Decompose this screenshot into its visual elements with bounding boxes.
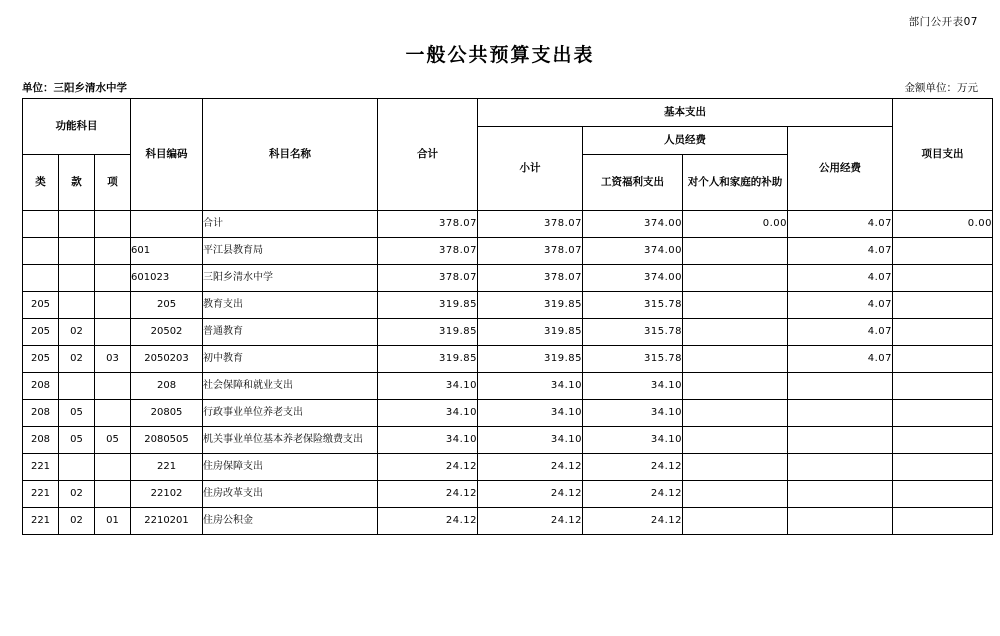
cell-xiang	[95, 454, 131, 481]
cell-kuan: 05	[59, 400, 95, 427]
amount-unit-label: 金额单位：万元	[904, 82, 978, 94]
cell-subtotal: 34.10	[478, 400, 583, 427]
cell-code: 20805	[131, 400, 203, 427]
cell-code: 22102	[131, 481, 203, 508]
cell-lei: 208	[23, 427, 59, 454]
header-subject-code: 科目编码	[131, 99, 203, 211]
budget-table	[22, 98, 993, 535]
cell-project	[893, 292, 993, 319]
cell-lei	[23, 238, 59, 265]
cell-subtotal: 34.10	[478, 427, 583, 454]
cell-public: 4.07	[788, 211, 893, 238]
cell-xiang	[95, 238, 131, 265]
table-row	[23, 238, 993, 265]
cell-name: 住房保障支出	[203, 454, 378, 481]
cell-kuan: 02	[59, 481, 95, 508]
cell-subtotal: 24.12	[478, 481, 583, 508]
cell-subsidy	[683, 319, 788, 346]
cell-lei	[23, 211, 59, 238]
cell-salary: 24.12	[583, 481, 683, 508]
cell-name: 普通教育	[203, 319, 378, 346]
cell-xiang: 03	[95, 346, 131, 373]
cell-subtotal: 24.12	[478, 454, 583, 481]
cell-subtotal: 378.07	[478, 238, 583, 265]
cell-lei: 221	[23, 508, 59, 535]
cell-kuan	[59, 373, 95, 400]
cell-project	[893, 373, 993, 400]
header-xiang: 项	[95, 155, 131, 211]
cell-name: 机关事业单位基本养老保险缴费支出	[203, 427, 378, 454]
cell-total: 378.07	[378, 211, 478, 238]
cell-code: 601	[131, 238, 203, 265]
cell-total: 24.12	[378, 454, 478, 481]
cell-xiang	[95, 319, 131, 346]
cell-code: 221	[131, 454, 203, 481]
cell-xiang	[95, 481, 131, 508]
cell-subsidy: 0.00	[683, 211, 788, 238]
table-row	[23, 373, 993, 400]
cell-public: 4.07	[788, 238, 893, 265]
table-row	[23, 400, 993, 427]
header-total: 合计	[378, 99, 478, 211]
cell-xiang: 01	[95, 508, 131, 535]
cell-salary: 24.12	[583, 508, 683, 535]
cell-name: 教育支出	[203, 292, 378, 319]
cell-xiang	[95, 211, 131, 238]
cell-salary: 374.00	[583, 265, 683, 292]
cell-subsidy	[683, 400, 788, 427]
cell-name: 合计	[203, 211, 378, 238]
cell-project	[893, 454, 993, 481]
cell-name: 住房公积金	[203, 508, 378, 535]
cell-project	[893, 481, 993, 508]
header-functional-subject: 功能科目	[23, 99, 131, 155]
table-row	[23, 319, 993, 346]
cell-code: 2050203	[131, 346, 203, 373]
cell-lei: 221	[23, 481, 59, 508]
cell-name: 社会保障和就业支出	[203, 373, 378, 400]
page-title: 一般公共预算支出表	[405, 44, 595, 66]
cell-public: 4.07	[788, 346, 893, 373]
cell-subtotal: 378.07	[478, 265, 583, 292]
cell-subsidy	[683, 481, 788, 508]
table-row	[23, 481, 993, 508]
cell-xiang: 05	[95, 427, 131, 454]
cell-subsidy	[683, 238, 788, 265]
cell-lei: 205	[23, 319, 59, 346]
cell-public	[788, 508, 893, 535]
cell-xiang	[95, 373, 131, 400]
cell-xiang	[95, 400, 131, 427]
cell-subtotal: 319.85	[478, 319, 583, 346]
header-project-expenditure: 项目支出	[893, 99, 993, 211]
header-salary-welfare: 工资福利支出	[583, 155, 683, 211]
cell-public	[788, 427, 893, 454]
cell-code	[131, 211, 203, 238]
cell-salary: 374.00	[583, 211, 683, 238]
cell-kuan: 02	[59, 319, 95, 346]
cell-public	[788, 373, 893, 400]
table-row	[23, 427, 993, 454]
cell-lei: 205	[23, 292, 59, 319]
cell-kuan: 05	[59, 427, 95, 454]
header-subject-name: 科目名称	[203, 99, 378, 211]
cell-total: 34.10	[378, 427, 478, 454]
cell-public	[788, 454, 893, 481]
cell-subsidy	[683, 346, 788, 373]
cell-project	[893, 238, 993, 265]
cell-project	[893, 265, 993, 292]
cell-name: 住房改革支出	[203, 481, 378, 508]
cell-total: 378.07	[378, 238, 478, 265]
cell-name: 初中教育	[203, 346, 378, 373]
unit-label: 单位：三阳乡清水中学	[22, 82, 127, 94]
cell-kuan	[59, 238, 95, 265]
cell-subtotal: 319.85	[478, 292, 583, 319]
cell-project: 0.00	[893, 211, 993, 238]
cell-kuan	[59, 454, 95, 481]
cell-public: 4.07	[788, 292, 893, 319]
cell-xiang	[95, 265, 131, 292]
cell-code: 601023	[131, 265, 203, 292]
header-subtotal: 小计	[478, 127, 583, 211]
cell-kuan	[59, 292, 95, 319]
cell-code: 205	[131, 292, 203, 319]
cell-public: 4.07	[788, 319, 893, 346]
cell-lei: 205	[23, 346, 59, 373]
cell-salary: 24.12	[583, 454, 683, 481]
cell-salary: 34.10	[583, 373, 683, 400]
header-public-expense: 公用经费	[788, 127, 893, 211]
cell-name: 行政事业单位养老支出	[203, 400, 378, 427]
cell-total: 319.85	[378, 346, 478, 373]
header-basic-expenditure: 基本支出	[478, 99, 893, 127]
cell-code: 2080505	[131, 427, 203, 454]
cell-salary: 34.10	[583, 400, 683, 427]
cell-salary: 374.00	[583, 238, 683, 265]
cell-lei: 221	[23, 454, 59, 481]
cell-subtotal: 378.07	[478, 211, 583, 238]
header-kuan: 款	[59, 155, 95, 211]
cell-salary: 315.78	[583, 346, 683, 373]
cell-total: 34.10	[378, 400, 478, 427]
table-row	[23, 211, 993, 238]
cell-xiang	[95, 292, 131, 319]
cell-subsidy	[683, 454, 788, 481]
cell-salary: 34.10	[583, 427, 683, 454]
cell-total: 319.85	[378, 319, 478, 346]
cell-subsidy	[683, 427, 788, 454]
cell-subsidy	[683, 292, 788, 319]
cell-subsidy	[683, 508, 788, 535]
header-personnel-expense: 人员经费	[583, 127, 788, 155]
cell-kuan	[59, 211, 95, 238]
cell-kuan: 02	[59, 508, 95, 535]
cell-public	[788, 481, 893, 508]
form-code: 部门公开表07	[908, 16, 978, 28]
header-lei: 类	[23, 155, 59, 211]
cell-name: 三阳乡清水中学	[203, 265, 378, 292]
table-row	[23, 292, 993, 319]
cell-lei: 208	[23, 373, 59, 400]
table-row	[23, 346, 993, 373]
cell-code: 20502	[131, 319, 203, 346]
cell-lei: 208	[23, 400, 59, 427]
cell-project	[893, 508, 993, 535]
cell-kuan	[59, 265, 95, 292]
cell-kuan: 02	[59, 346, 95, 373]
cell-total: 24.12	[378, 508, 478, 535]
cell-subtotal: 34.10	[478, 373, 583, 400]
cell-subsidy	[683, 265, 788, 292]
cell-project	[893, 400, 993, 427]
cell-project	[893, 346, 993, 373]
cell-name: 平江县教育局	[203, 238, 378, 265]
cell-subtotal: 24.12	[478, 508, 583, 535]
cell-total: 378.07	[378, 265, 478, 292]
cell-code: 2210201	[131, 508, 203, 535]
table-row	[23, 265, 993, 292]
cell-total: 24.12	[378, 481, 478, 508]
cell-salary: 315.78	[583, 319, 683, 346]
table-header	[23, 99, 993, 211]
cell-lei	[23, 265, 59, 292]
cell-subsidy	[683, 373, 788, 400]
header-subsidy-to-individuals: 对个人和家庭的补助	[683, 155, 788, 211]
table-row	[23, 508, 993, 535]
cell-salary: 315.78	[583, 292, 683, 319]
meta-row	[22, 80, 978, 96]
table-body	[23, 211, 993, 535]
cell-public	[788, 400, 893, 427]
cell-project	[893, 427, 993, 454]
cell-code: 208	[131, 373, 203, 400]
cell-public: 4.07	[788, 265, 893, 292]
cell-subtotal: 319.85	[478, 346, 583, 373]
table-row	[23, 454, 993, 481]
cell-project	[893, 319, 993, 346]
cell-total: 34.10	[378, 373, 478, 400]
cell-total: 319.85	[378, 292, 478, 319]
